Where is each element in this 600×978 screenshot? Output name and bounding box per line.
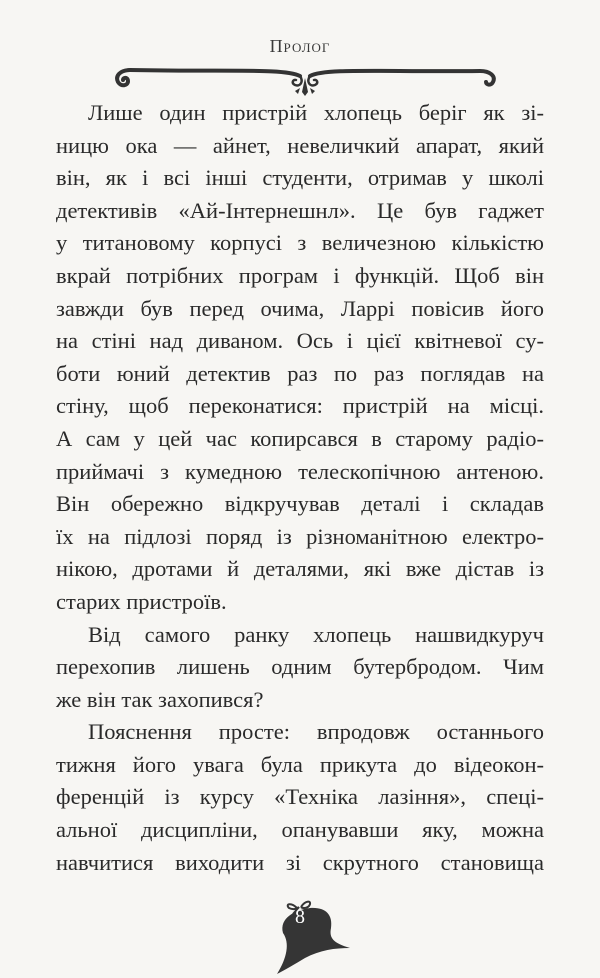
text-line: боти юний детектив раз по раз поглядав на	[56, 360, 544, 386]
text-line: же він так захопився?	[56, 686, 264, 712]
text-line: старих пристроїв.	[56, 588, 227, 614]
text-line: на стіні над диваном. Ось і цієї квітневої су-	[56, 328, 544, 354]
text-line: у титановому корпусі з величезною кількістю	[56, 230, 544, 256]
text-line: приймачі з кумедною телескопічною антеною.	[56, 458, 544, 484]
text-line: детективів «Ай-Інтернешнл». Це був гаджет	[56, 197, 544, 223]
text-line: альної дисципліни, опанувавши яку, можна	[56, 817, 544, 843]
text-line: ференцій із курсу «Техніка лазіння», спеці-	[56, 784, 544, 810]
text-line: перехопив лишень одним бутербродом. Чим	[56, 654, 544, 680]
text-line: навчитися виходити зі скрутного становища	[56, 849, 544, 875]
detective-hat-emblem-icon	[255, 888, 355, 978]
text-line: Від самого ранку хлопець нашвидкуруч	[88, 621, 544, 647]
body-text	[56, 97, 544, 879]
text-line: А сам у цей час копирсався в старому радіо-	[56, 425, 544, 451]
text-line: Пояснення просте: впродовж останнього	[88, 719, 544, 745]
text-line: Лише один пристрій хлопець беріг як зі-	[88, 100, 544, 125]
text-line: Він обережно відкручував деталі і складав	[56, 491, 544, 517]
text-line: ницю ока — айнет, невеличкий апарат, який	[56, 132, 544, 158]
text-line: тижня його увага була прикута до відеокон-	[56, 751, 544, 777]
text-line: вкрай потрібних програм і функцій. Щоб він	[56, 262, 544, 288]
text-line: стіну, щоб переконатися: пристрій на місці.	[56, 393, 544, 419]
page-number: 8	[295, 906, 305, 928]
ornament-divider-icon	[110, 58, 500, 98]
running-header: Пролог	[269, 36, 331, 56]
text-line: нікою, дротами й деталями, які вже дістав із	[56, 556, 544, 582]
text-line: він, як і всі інші студенти, отримав у школі	[56, 165, 544, 191]
text-line: їх на підлозі поряд із різноманітною електро-	[56, 523, 544, 549]
text-line: завжди був перед очима, Ларрі повісив його	[56, 295, 544, 321]
